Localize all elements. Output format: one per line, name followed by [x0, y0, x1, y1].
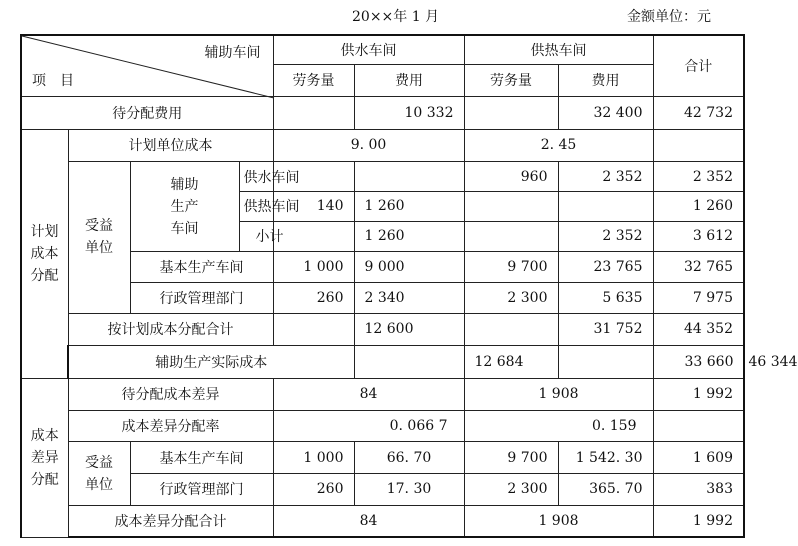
cell: 2 300 — [464, 282, 558, 313]
table-row — [21, 129, 744, 162]
table-row — [21, 378, 744, 410]
cell: 17. 30 — [354, 474, 464, 506]
cell: 66. 70 — [354, 442, 464, 474]
row-label: 成本差异分配率 — [68, 410, 273, 442]
table-row — [21, 282, 744, 313]
row-label: 计划单位成本 — [68, 129, 273, 162]
table-row — [21, 474, 744, 506]
cell: 140 — [273, 191, 354, 221]
cell: 32 400 — [558, 96, 653, 129]
cell: 9. 00 — [273, 129, 464, 162]
cell: 1 000 — [273, 252, 354, 283]
table-row: 辅助生产实际成本 12 684 33 660 46 344 — [21, 346, 744, 379]
cell: 42 732 — [653, 96, 744, 129]
cell: 1 260 — [354, 191, 464, 221]
cell: 32 765 — [653, 252, 744, 283]
cell: 12 600 — [354, 313, 464, 346]
row-label: 待分配费用 — [21, 96, 273, 129]
cell: 1 992 — [653, 505, 744, 537]
cell: 9 700 — [464, 442, 558, 474]
diagonal-header-cell — [21, 35, 273, 96]
cell: 1 908 — [464, 505, 653, 537]
cell: 0. 066 7 — [273, 410, 464, 442]
cell: 84 — [273, 378, 464, 410]
cell: 31 752 — [558, 313, 653, 346]
cell: 1 000 — [273, 442, 354, 474]
corner-label-aux-workshop: 辅助车间 — [204, 45, 261, 61]
table-row — [21, 442, 744, 474]
cell: 33 660 — [653, 346, 744, 379]
row-label: 辅助生产实际成本 — [68, 346, 354, 379]
currency-unit: 金额单位：元 — [627, 9, 711, 25]
cell: 2. 45 — [464, 129, 653, 162]
cell: 2 352 — [558, 162, 653, 192]
row-label: 行政管理部门 — [130, 474, 273, 506]
cell: 7 975 — [653, 282, 744, 313]
corner-label-item: 项 目 — [32, 72, 74, 89]
col-heat-cost: 费用 — [558, 65, 653, 97]
cell: 260 — [273, 282, 354, 313]
table-row — [21, 252, 744, 283]
cell: 1 260 — [653, 191, 744, 221]
table-row — [21, 410, 744, 442]
row-label: 小计 — [239, 221, 273, 252]
row-label: 基本生产车间 — [130, 442, 273, 474]
report-date: 20××年 1 月 — [352, 9, 440, 25]
row-label: 行政管理部门 — [130, 282, 273, 313]
cell: 12 684 — [464, 346, 558, 379]
cell: 5 635 — [558, 282, 653, 313]
cell: 2 300 — [464, 474, 558, 506]
cell: 9 700 — [464, 252, 558, 283]
cost-allocation-table — [20, 34, 798, 538]
row-label: 按计划成本分配合计 — [68, 313, 273, 346]
row-label: 基本生产车间 — [130, 252, 273, 283]
group-label-diff-alloc: 成本 差异 分配 — [21, 378, 68, 537]
table-row — [21, 313, 744, 346]
cell: 365. 70 — [558, 474, 653, 506]
col-water-workshop: 供水车间 — [273, 35, 464, 65]
row-label: 成本差异分配合计 — [68, 505, 273, 537]
cell: 44 352 — [653, 313, 744, 346]
row-label: 供热车间 — [239, 191, 273, 221]
cell: 383 — [653, 474, 744, 506]
col-heat-workshop: 供热车间 — [464, 35, 653, 65]
cell: 1 260 — [354, 221, 464, 252]
cell: 1 609 — [653, 442, 744, 474]
cell: 23 765 — [558, 252, 653, 283]
cell: 2 340 — [354, 282, 464, 313]
cell: 2 352 — [653, 162, 744, 192]
col-water-cost: 费用 — [354, 65, 464, 97]
cell: 84 — [273, 505, 464, 537]
col-heat-qty: 劳务量 — [464, 65, 558, 97]
cell: 2 352 — [558, 221, 653, 252]
cell: 960 — [464, 162, 558, 192]
col-water-qty: 劳务量 — [273, 65, 354, 97]
cell: 3 612 — [653, 221, 744, 252]
col-total: 合计 — [653, 35, 744, 96]
cell: 9 000 — [354, 252, 464, 283]
cell: 10 332 — [354, 96, 464, 129]
cell: 0. 159 — [464, 410, 653, 442]
row-label: 供水车间 — [239, 162, 273, 192]
row-label: 待分配成本差异 — [68, 378, 273, 410]
cell: 1 542. 30 — [558, 442, 653, 474]
group-label-aux-workshop: 辅助 生产 车间 — [130, 162, 239, 252]
cell: 260 — [273, 474, 354, 506]
group-label-beneficiary: 受益 单位 — [68, 442, 130, 505]
group-label-beneficiary: 受益 单位 — [68, 162, 130, 313]
cell: 1 992 — [653, 378, 744, 410]
cell: 1 908 — [464, 378, 653, 410]
table-row — [21, 96, 744, 129]
table-row — [21, 505, 744, 537]
table-row — [21, 162, 744, 192]
group-label-plan-alloc: 计划 成本 分配 — [21, 129, 68, 378]
